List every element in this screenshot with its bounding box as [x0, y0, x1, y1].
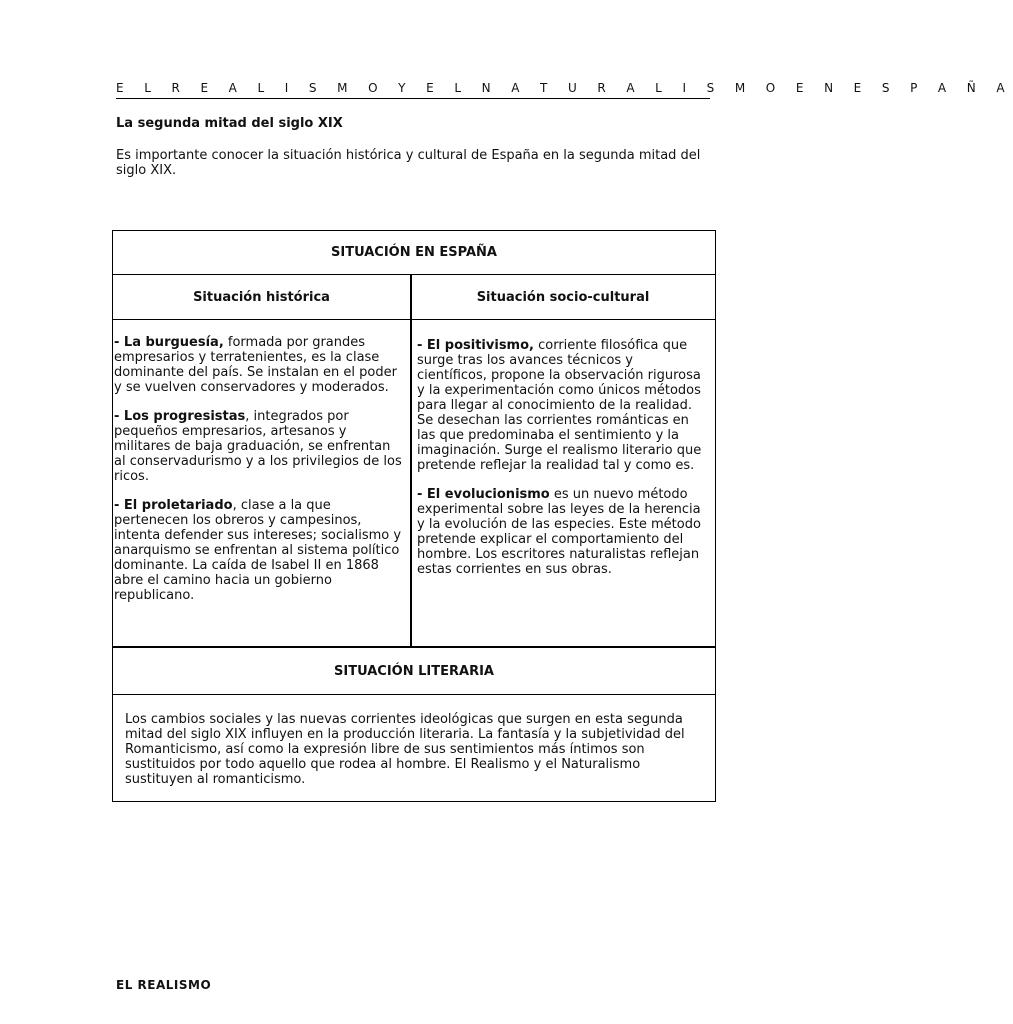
- literaria-text: Los cambios sociales y las nuevas corrientes ideológicas que surgen en esta segunda mitad del siglo XIX influyen en la producción literaria. La fantasía y la subjetividad del Romanticismo, así como la expresión libre de sus sentimientos más íntimos son sustituidos por todo aquello que rodea al hombre. El Realismo y el Naturalismo sustituyen al romanticismo.: [125, 712, 685, 787]
- situacion-table: [112, 230, 716, 802]
- column-divider: [410, 275, 412, 646]
- footer-title: EL REALISMO: [116, 978, 212, 992]
- sociocultural-cell: [417, 338, 707, 591]
- column-header-historica: Situación histórica: [193, 289, 330, 305]
- paragraph-burguesia: - La burguesía, formada por grandes empresarios y terratenientes, es la clase dominante del país. Se instalan en el poder y se vuelven conservadores y moderados.: [114, 335, 397, 395]
- paragraph-proletariado: - El proletariado, clase a la que pertenecen los obreros y campesinos, intenta defender sus intereses; socialismo y anarquismo se enfrentan al sistema político dominante. La caída de Isabel II en 1868 abre el camino hacia un gobierno republicano.: [114, 498, 402, 603]
- historica-cell: [114, 335, 404, 617]
- paragraph-positivismo: - El positivismo, corriente filosófica que surge tras los avances técnicos y científicos, propone la observación rigurosa y la experimentación como únicos métodos para llegar al conocimiento de la realidad. Se desechan las corrientes románticas en las que predominaba el sentimiento y la imaginación. Surge el realismo literario que pretende reflejar la realidad tal y como es.: [417, 338, 702, 473]
- page-header: [116, 80, 1013, 99]
- paragraph-progresistas: - Los progresistas, integrados por pequeños empresarios, artesanos y militares de baja graduación, se enfrentan al conservadurismo y a los privilegios de los ricos.: [114, 409, 402, 484]
- column-header-sociocultural: Situación socio-cultural: [476, 289, 650, 305]
- page-header-title: E L R E A L I S M O Y E L N A T U R A L I S M O E N E S P A Ñ A: [116, 81, 1013, 95]
- divider: [113, 319, 715, 320]
- literaria-title: SITUACIÓN LITERARIA: [334, 663, 494, 679]
- section-title: La segunda mitad del siglo XIX: [116, 116, 343, 131]
- divider: [113, 694, 715, 695]
- paragraph-evolucionismo: - El evolucionismo es un nuevo método experimental sobre las leyes de la herencia y la evolución de las especies. Este método pretende explicar el comportamiento del hombre. Los escritores naturalistas reflejan estas corrientes en sus obras.: [417, 487, 701, 577]
- table-title: SITUACIÓN EN ESPAÑA: [331, 245, 497, 260]
- intro-paragraph: Es importante conocer la situación histórica y cultural de España en la segunda mitad del siglo XIX.: [116, 148, 701, 178]
